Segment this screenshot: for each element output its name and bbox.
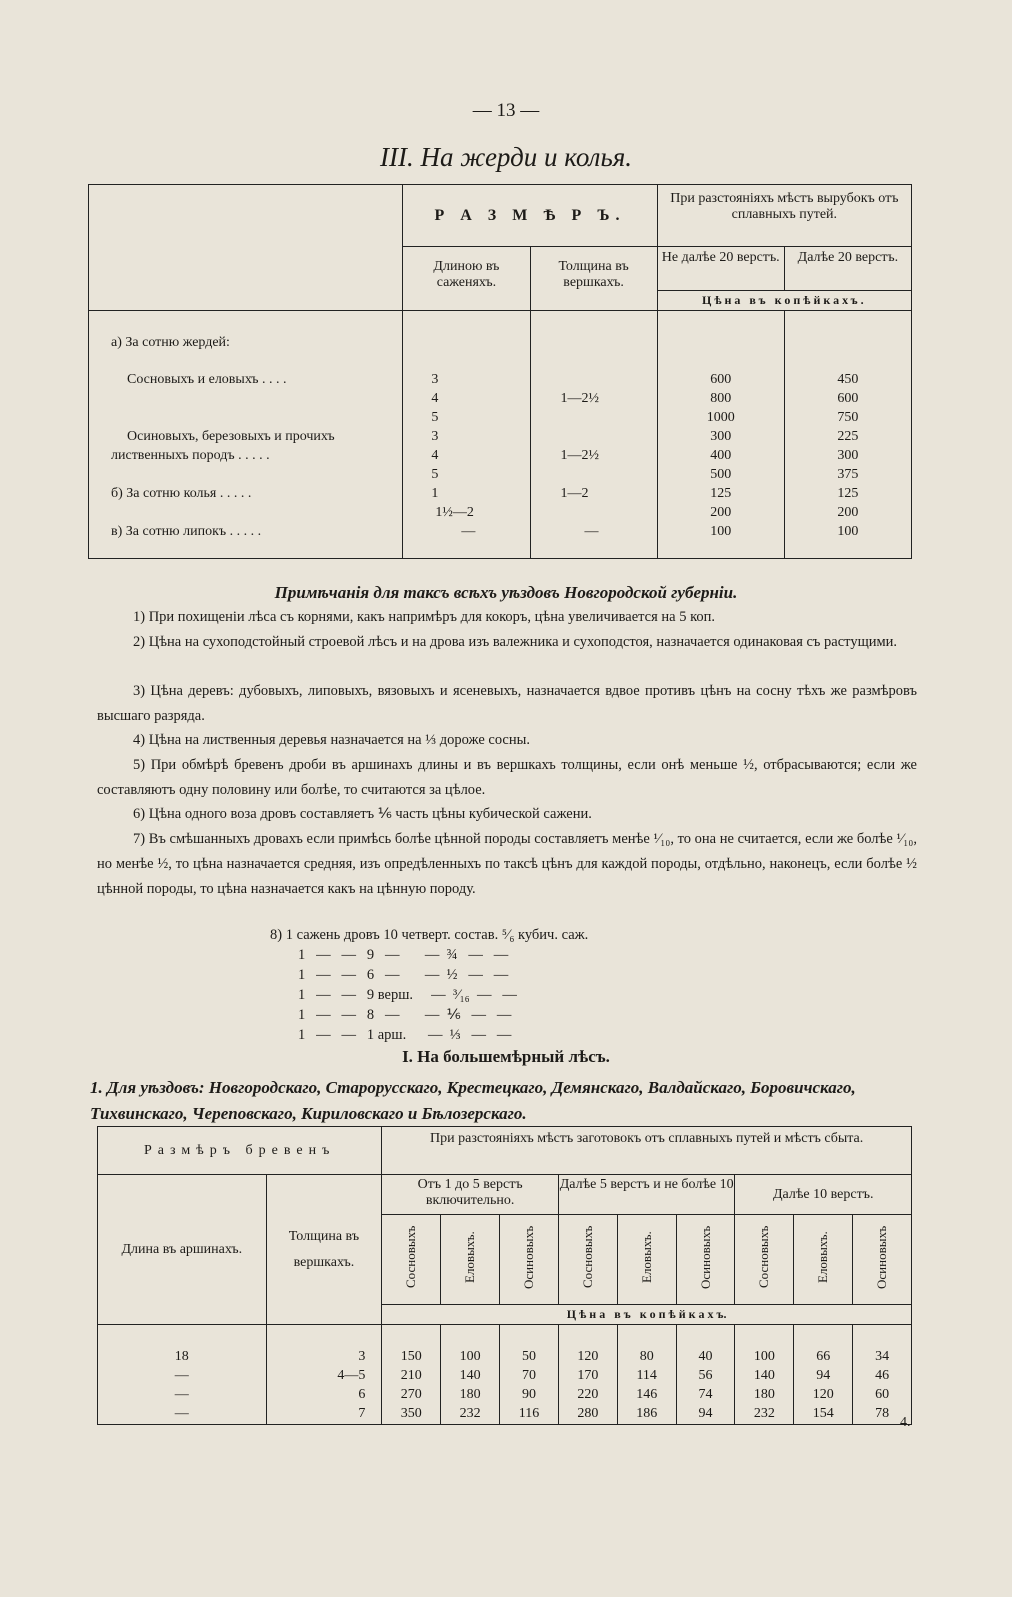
thickness-cell: [561, 427, 657, 446]
price-cell: 232: [753, 1406, 775, 1421]
length-cell: 1½—2: [435, 505, 474, 520]
label-column: [89, 311, 403, 559]
thickness-cell: [561, 503, 657, 522]
thickness-cell: 4—5: [337, 1368, 366, 1383]
near-column: [657, 311, 784, 559]
thickness-cell: 1—2½: [560, 448, 599, 463]
thickness-column: [266, 1325, 382, 1425]
price-cell: 140: [753, 1368, 775, 1383]
price-cell: 78: [875, 1406, 890, 1421]
price-cell: 100: [459, 1349, 481, 1364]
price-cell: 180: [753, 1387, 775, 1402]
price-cell: 180: [459, 1387, 481, 1402]
length-column: [98, 1325, 267, 1425]
thickness-cell: [561, 408, 657, 427]
near-price-cell: 125: [710, 486, 732, 501]
poles-table: [88, 184, 912, 559]
row-label: [111, 389, 402, 408]
species-header: Осиновыхъ: [697, 1225, 713, 1289]
length-cell: 18: [174, 1349, 189, 1364]
price-cell: 150: [400, 1349, 422, 1364]
far-price-cell: 300: [837, 448, 859, 463]
species-header: Еловыхъ.: [638, 1231, 654, 1283]
length-cell: —: [461, 524, 476, 539]
price-cell: 146: [636, 1387, 658, 1402]
price-cell: 280: [577, 1406, 599, 1421]
price-column: [853, 1325, 912, 1425]
price-cell: 270: [400, 1387, 422, 1402]
page-number: — 13 —: [472, 100, 540, 121]
price-cell: 50: [522, 1349, 536, 1364]
section-subtitle: 1. Для уѣздовъ: Новгородскаго, Старорусскаго, Крестецкаго, Демянскаго, Валдайскаго, Боровичскаго, Тихвинскаго, Череповскаго, Кириловскаго и Бѣлозерскаго.: [90, 1078, 856, 1123]
price-cell: 120: [577, 1349, 599, 1364]
thickness-col-header: Толщина въ вершкахъ.: [530, 247, 657, 311]
note-paragraph: 7) Въ смѣшанныхъ дровахъ если примѣсь болѣе цѣнной породы составляетъ менѣе ¹⁄₁₀, то она не считается, если же болѣе ¹⁄₁₀, но менѣе ½, то цѣна назначается средняя, изъ опредѣленныхъ по таксѣ цѣнъ для каждой породы, отдѣльно, наконецъ, если болѣе ½ цѣнной породы, то цѣна назначается какъ на цѣнную породу.: [97, 831, 917, 897]
thickness-col-header: Толщина въ вершкахъ.: [266, 1175, 382, 1325]
far-col-header: Далѣе 20 верстъ.: [784, 247, 911, 291]
section-title: I. На большемѣрный лѣсъ.: [402, 1047, 610, 1066]
price-cell: 120: [812, 1387, 834, 1402]
length-cell: 5: [431, 467, 439, 482]
price-column: [382, 1325, 441, 1425]
price-column: [500, 1325, 559, 1425]
far-column: [784, 311, 911, 559]
far-price-cell: 225: [837, 429, 859, 444]
price-cell: 114: [636, 1368, 657, 1383]
price-column: [617, 1325, 676, 1425]
price-cell: 140: [459, 1368, 481, 1383]
length-column: [403, 311, 530, 559]
price-cell: 56: [698, 1368, 713, 1383]
price-cell: 154: [812, 1406, 834, 1421]
species-header: Сосновыхъ: [756, 1225, 772, 1289]
note-paragraph: 6) Цѣна одного воза дровъ составляетъ ⅙ часть цѣны кубической сажени.: [133, 806, 592, 822]
note-paragraph: 5) При обмѣрѣ бревенъ дроби въ аршинахъ длины и въ вершкахъ толщины, если онѣ меньше ½, отбрасываются; если же составляютъ одну половину или болѣе, то считаются за цѣлое.: [97, 757, 917, 798]
price-cell: 80: [639, 1349, 654, 1364]
far-price-cell: 125: [837, 486, 859, 501]
row-label: [111, 465, 402, 484]
conversion-line: 1 — — 9 верш. — ³⁄₁₆ — —: [298, 987, 517, 1003]
conversion-line: 1 — — 8 — — ⅙ — —: [298, 1007, 512, 1023]
price-column: [441, 1325, 500, 1425]
length-cell: —: [174, 1406, 189, 1421]
near-price-cell: 600: [710, 372, 732, 387]
length-cell: —: [174, 1368, 189, 1383]
notes-title: Примѣчанія для таксъ всѣхъ уѣздовъ Новгородской губерніи.: [274, 583, 738, 602]
price-cell: 66: [816, 1349, 831, 1364]
signature-mark: 4.: [900, 1415, 911, 1430]
group-header: Отъ 1 до 5 верстъ включительно.: [382, 1175, 559, 1215]
price-cell: 232: [459, 1406, 481, 1421]
price-cell: 220: [577, 1387, 599, 1402]
thickness-cell: [561, 333, 657, 352]
near-col-header: Не далѣе 20 верстъ.: [657, 247, 784, 291]
thickness-cell: [561, 370, 657, 389]
species-header: Еловыхъ.: [815, 1231, 831, 1283]
species-header: Сосновыхъ: [579, 1225, 595, 1289]
thickness-cell: [561, 465, 657, 484]
thickness-cell: 3: [358, 1349, 366, 1364]
price-label: Цѣна въ копѣйкахъ.: [657, 291, 911, 311]
row-label: Сосновыхъ и еловыхъ . . . .: [127, 372, 287, 387]
length-cell: 1: [431, 486, 439, 501]
row-label: лиственныхъ породъ . . . . .: [111, 448, 270, 463]
near-price-cell: 300: [710, 429, 732, 444]
price-cell: 40: [698, 1349, 713, 1364]
row-label: б) За сотню колья . . . . .: [111, 486, 252, 501]
thickness-cell: 7: [358, 1406, 366, 1421]
price-label: Ц ѣ н а в ъ к о п ѣ й к а х ъ.: [382, 1305, 912, 1325]
thickness-cell: 1—2½: [560, 391, 599, 406]
far-price-cell: [785, 333, 911, 352]
blank-header: [89, 185, 403, 311]
conversion-line: 1 — — 6 — — ½ — —: [298, 967, 509, 983]
row-label: [111, 408, 402, 427]
note-paragraph: 3) Цѣна деревъ: дубовыхъ, липовыхъ, вязовыхъ и ясеневыхъ, назначается вдвое противъ цѣнъ на сосну тѣхъ же размѣровъ высшаго разряда.: [97, 683, 917, 724]
group-header: Далѣе 10 верстъ.: [735, 1175, 912, 1215]
price-cell: 70: [522, 1368, 536, 1383]
conversion-line: 1 — — 1 арш. — ⅓ — —: [298, 1027, 512, 1043]
section-title: III. На жерди и колья.: [379, 142, 633, 172]
length-cell: 4: [431, 391, 439, 406]
far-price-cell: 600: [837, 391, 859, 406]
conversion-line: 1 — — 9 — — ¾ — —: [298, 947, 509, 963]
price-cell: 186: [636, 1406, 658, 1421]
near-price-cell: 500: [710, 467, 732, 482]
price-cell: 46: [875, 1368, 890, 1383]
species-header: Еловыхъ.: [462, 1231, 478, 1283]
row-label: Осиновыхъ, березовыхъ и прочихъ: [127, 429, 335, 444]
price-cell: 34: [875, 1349, 890, 1364]
length-cell: 4: [431, 448, 439, 463]
thickness-cell: —: [584, 524, 599, 539]
row-label: а) За сотню жердей:: [111, 335, 230, 350]
near-price-cell: 800: [710, 391, 732, 406]
near-price-cell: 1000: [706, 410, 735, 425]
price-cell: 210: [400, 1368, 422, 1383]
length-col-header: Длина въ аршинахъ.: [98, 1175, 267, 1325]
price-cell: 350: [400, 1406, 422, 1421]
price-column: [794, 1325, 853, 1425]
price-cell: 116: [518, 1406, 540, 1421]
species-header: Осиновыхъ: [521, 1225, 536, 1289]
note-paragraph: 4) Цѣна на лиственныя деревья назначается на ⅓ дороже сосны.: [133, 732, 530, 748]
species-header: Сосновыхъ: [403, 1225, 419, 1289]
near-price-cell: 200: [710, 505, 732, 520]
size-header: Размѣръ бревенъ: [98, 1127, 382, 1175]
far-price-cell: 200: [837, 505, 859, 520]
distance-header: При разстояніяхъ мѣстъ заготовокъ отъ сплавныхъ путей и мѣстъ сбыта.: [382, 1127, 912, 1175]
price-cell: 90: [522, 1387, 536, 1402]
size-header: Р А З М Ѣ Р Ъ.: [403, 185, 657, 247]
far-price-cell: 450: [837, 372, 859, 387]
conversion-list: [270, 925, 588, 1045]
price-cell: 100: [753, 1349, 775, 1364]
group-header: Далѣе 5 верстъ и не болѣе 10: [558, 1175, 735, 1215]
conversion-line: 8) 1 сажень дровъ 10 четверт. состав. ⁵⁄₆ кубич. саж.: [270, 927, 589, 943]
row-label: в) За сотню липокъ . . . . .: [111, 524, 262, 539]
logs-table: [97, 1126, 912, 1425]
near-price-cell: 400: [710, 448, 732, 463]
length-cell: 5: [431, 410, 439, 425]
price-cell: 94: [698, 1406, 713, 1421]
price-cell: 94: [816, 1368, 831, 1383]
price-column: [558, 1325, 617, 1425]
price-rows: [98, 1325, 912, 1425]
length-col-header: Длиною въ саженяхъ.: [403, 247, 530, 311]
length-cell: [431, 333, 529, 352]
length-cell: 3: [431, 429, 439, 444]
row-label: [111, 503, 402, 522]
length-cell: 3: [431, 372, 439, 387]
note-paragraph: 1) При похищеніи лѣса съ корнями, какъ напримѣръ для кокоръ, цѣна увеличивается на 5 коп.: [133, 609, 716, 625]
far-price-cell: 750: [837, 410, 859, 425]
price-cell: 170: [577, 1368, 599, 1383]
distance-header: При разстояніяхъ мѣстъ вырубокъ отъ сплавныхъ путей.: [657, 185, 911, 247]
price-column: [735, 1325, 794, 1425]
length-cell: —: [174, 1387, 189, 1402]
price-cell: 74: [698, 1387, 713, 1402]
near-price-cell: [658, 333, 784, 352]
price-cell: 60: [875, 1387, 890, 1402]
species-header: Осиновыхъ: [874, 1225, 890, 1289]
near-price-cell: 100: [710, 524, 732, 539]
far-price-cell: 375: [837, 467, 859, 482]
note-paragraph: 2) Цѣна на сухоподстойный строевой лѣсъ и на дрова изъ валежника и сухоподстоя, назначается одинаковая съ растущими.: [133, 634, 898, 650]
thickness-cell: 6: [358, 1387, 366, 1402]
thickness-column: [530, 311, 657, 559]
thickness-cell: 1—2: [560, 486, 589, 501]
far-price-cell: 100: [837, 524, 859, 539]
price-column: [676, 1325, 735, 1425]
